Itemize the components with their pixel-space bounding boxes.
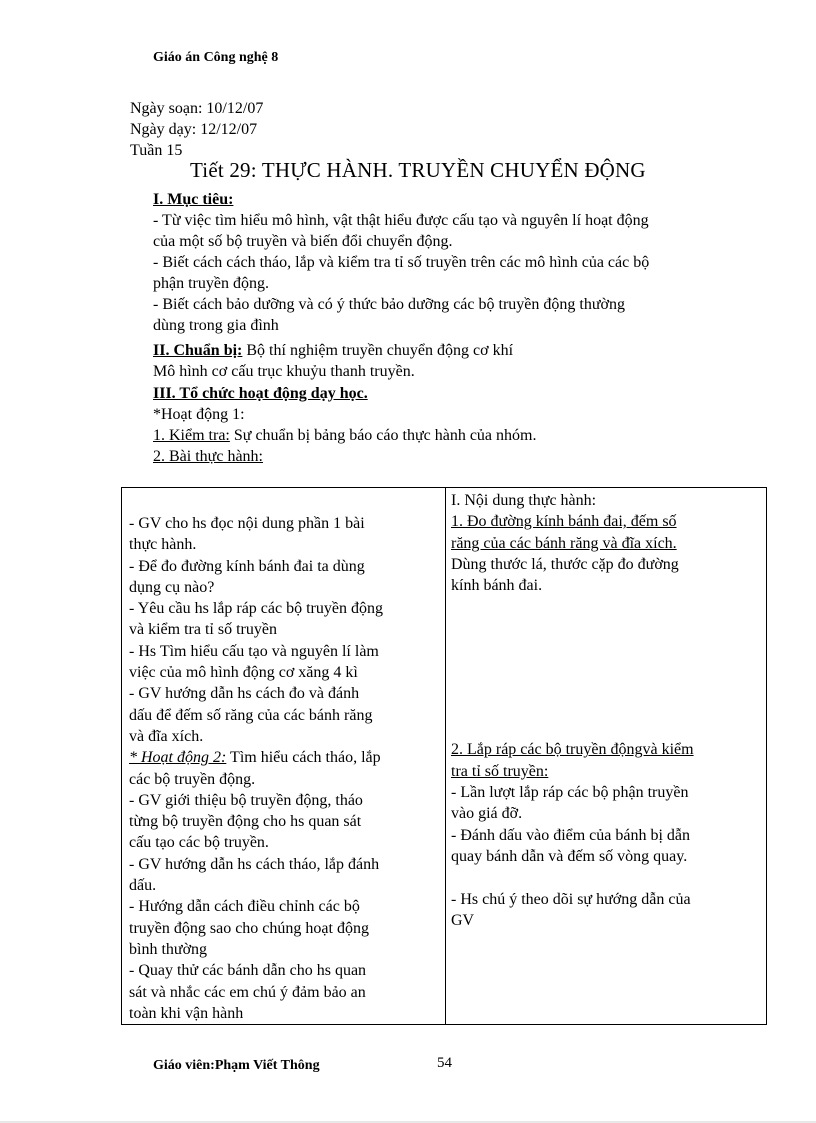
table-left-line: dấu để đếm số răng của các bánh răng	[129, 706, 373, 724]
practice-text-2: quay bánh dẫn và đếm số vòng quay.	[451, 847, 688, 865]
table-left-line: bình thường	[129, 940, 208, 958]
practice-label	[153, 446, 263, 467]
practice-content-heading: I. Nội dung thực hành:	[451, 492, 597, 509]
table-left-line: toàn khi vận hành	[129, 1004, 244, 1022]
practice-subheading-2: tra tỉ số truyền:	[451, 762, 549, 780]
lesson-title: Tiết 29: THỰC HÀNH. TRUYỀN CHUYỂN ĐỘNG	[190, 158, 646, 182]
table-left-line: - GV cho hs đọc nội dung phần 1 bài	[129, 515, 365, 532]
prepared-date: Ngày soạn: 10/12/07	[130, 100, 264, 117]
table-left-line: sát và nhắc các em chú ý đảm bảo an	[129, 983, 366, 1001]
practice-subheading-1: răng của các bánh răng và đĩa xích.	[451, 534, 677, 552]
activity-2-label: * Hoạt động 2:	[129, 749, 227, 767]
table-left-line: các bộ truyền động.	[129, 770, 256, 788]
table-left-line: thực hành.	[129, 536, 197, 554]
practice-text-3: GV	[451, 911, 475, 929]
practice-content-column	[451, 490, 694, 931]
table-left-line: - GV hướng dẫn hs cách tháo, lắp đánh	[129, 855, 380, 873]
preparation-heading: II. Chuẩn bị:	[153, 342, 243, 359]
practice-text-3: - Hs chú ý theo dõi sự hướng dẫn của	[451, 890, 691, 908]
practice-subheading-1: 1. Đo đường kính bánh đai, đếm số	[451, 513, 677, 531]
table-left-line: - Hs Tìm hiểu cấu tạo và nguyên lí làm	[129, 642, 379, 660]
practice-text-1: Dùng thước lá, thước cặp đo đường	[451, 555, 679, 573]
objectives-heading-text: I. Mục tiêu:	[153, 191, 234, 208]
table-column-divider	[445, 488, 446, 1024]
practice-subheading-2: 2. Lắp ráp các bộ truyền độngvà kiểm	[451, 741, 694, 759]
organization-heading	[153, 383, 368, 404]
objective-line: dùng trong gia đình	[153, 317, 279, 334]
column-spacer	[451, 596, 694, 739]
objectives-heading	[153, 189, 233, 210]
objective-line: của một số bộ truyền và biến đổi chuyển động.	[153, 233, 453, 250]
table-left-line: và kiểm tra tỉ số truyền	[129, 621, 277, 639]
teacher-activities-column	[129, 513, 383, 1024]
table-left-line: dụng cụ nào?	[129, 578, 215, 596]
preparation-line	[153, 340, 513, 361]
check-text: Sự chuẩn bị bảng báo cáo thực hành của nhóm.	[229, 427, 537, 444]
table-left-line: việc của mô hình động cơ xăng 4 kì	[129, 664, 358, 682]
activity-1-label: *Hoạt động 1:	[153, 406, 245, 423]
practice-label-text: 2. Bài thực hành:	[153, 448, 263, 465]
table-left-line: dấu.	[129, 877, 157, 895]
objective-line: phận truyền động.	[153, 275, 269, 292]
table-left-line: - GV giới thiệu bộ truyền động, tháo	[129, 791, 363, 809]
page-number: 54	[437, 1055, 452, 1071]
taught-date: Ngày dạy: 12/12/07	[130, 121, 258, 138]
practice-text-1: kính bánh đai.	[451, 577, 543, 595]
practice-text-2: - Lần lượt lắp ráp các bộ phận truyền	[451, 784, 689, 802]
table-left-line: - Hướng dẫn cách điều chỉnh các bộ	[129, 898, 360, 916]
table-left-line: - Quay thử các bánh dẫn cho hs quan	[129, 962, 367, 980]
document-header: Giáo án Công nghệ 8	[153, 50, 279, 65]
column-spacer	[451, 867, 694, 888]
activity-2-line	[129, 747, 383, 768]
table-left-line: truyền động sao cho chúng hoạt động	[129, 919, 369, 937]
preparation-text: Bộ thí nghiệm truyền chuyển động cơ khí	[242, 342, 514, 359]
table-left-line: - Yêu cầu hs lắp ráp các bộ truyền động	[129, 600, 383, 618]
objective-line: - Biết cách cách tháo, lắp và kiểm tra tỉ số truyền trên các mô hình của các bộ	[153, 254, 650, 271]
table-left-line: - Để đo đường kính bánh đai ta dùng	[129, 557, 365, 575]
practice-text-2: vào giá đỡ.	[451, 805, 523, 823]
activity-table	[121, 487, 767, 1025]
teacher-name: Giáo viên:Phạm Viết Thông	[153, 1058, 320, 1073]
check-label: 1. Kiểm tra:	[153, 427, 230, 444]
organization-heading-text: III. Tổ chức hoạt động dạy học.	[153, 385, 368, 402]
table-left-line: cấu tạo các bộ truyền.	[129, 834, 269, 852]
objective-line: - Biết cách bảo dưỡng và có ý thức bảo dưỡng các bộ truyền động thường	[153, 296, 625, 313]
activity-2-text: Tìm hiểu cách tháo, lắp	[226, 749, 381, 767]
table-left-line: từng bộ truyền động cho hs quan sát	[129, 813, 362, 831]
week-label: Tuần 15	[130, 142, 183, 159]
objectives-list	[153, 210, 649, 336]
preparation-line-2: Mô hình cơ cấu trục khuỷu thanh truyền.	[153, 363, 415, 380]
check-line	[153, 425, 536, 446]
table-left-line: - GV hướng dẫn hs cách đo và đánh	[129, 685, 360, 703]
objective-line: - Từ việc tìm hiểu mô hình, vật thật hiểu được cấu tạo và nguyên lí hoạt động	[153, 212, 649, 229]
practice-text-2: - Đánh dấu vào điểm của bánh bị dẫn	[451, 826, 691, 844]
table-left-line: và đĩa xích.	[129, 727, 204, 745]
